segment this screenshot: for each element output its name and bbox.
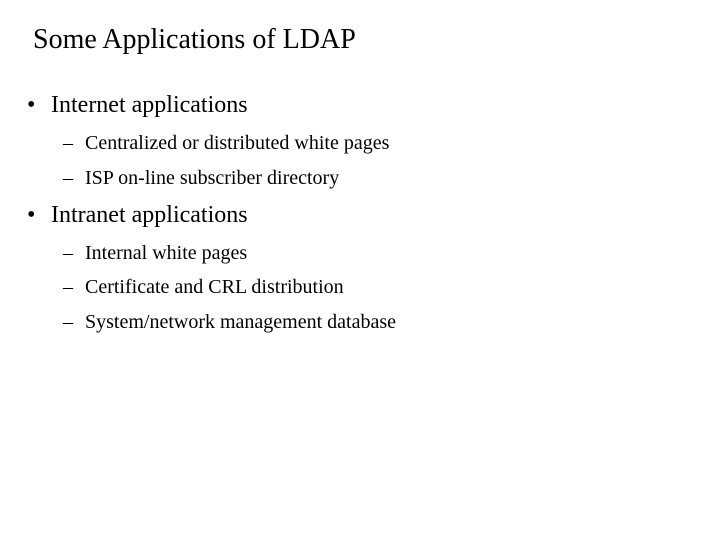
sub-bullet-internal-white-pages	[63, 240, 247, 266]
bullet-marker: •	[27, 92, 36, 118]
sub-bullet-text: Internal white pages	[85, 242, 248, 264]
sub-bullet-marker: –	[63, 167, 73, 189]
sub-bullet-certificate-crl	[63, 274, 344, 300]
sub-bullet-white-pages	[63, 130, 389, 156]
sub-bullet-marker: –	[63, 242, 73, 264]
sub-bullet-marker: –	[63, 311, 73, 333]
bullet-marker: •	[27, 202, 36, 228]
sub-bullet-marker: –	[63, 132, 73, 154]
sub-bullet-text: System/network management database	[85, 311, 397, 333]
bullet-text: Internet applications	[51, 92, 248, 118]
bullet-internet-applications	[27, 90, 248, 120]
bullet-text: Intranet applications	[51, 202, 248, 228]
bullet-intranet-applications	[27, 200, 248, 230]
sub-bullet-isp-directory	[63, 165, 339, 191]
sub-bullet-text: Centralized or distributed white pages	[85, 132, 390, 154]
sub-bullet-system-network-db	[63, 309, 396, 335]
sub-bullet-marker: –	[63, 276, 73, 298]
slide-title: Some Applications of LDAP	[33, 24, 356, 55]
sub-bullet-text: ISP on-line subscriber directory	[85, 167, 340, 189]
sub-bullet-text: Certificate and CRL distribution	[85, 276, 344, 298]
